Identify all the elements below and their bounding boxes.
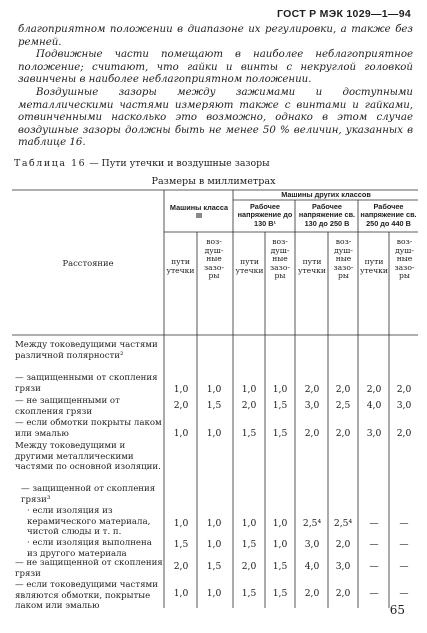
cell-value: 2,0 bbox=[335, 384, 351, 395]
subheader-clearance: воз-душ-ные зазо-ры bbox=[394, 237, 415, 281]
cell-value: 1,0 bbox=[272, 384, 288, 395]
subheader-clearance: воз-душ-ные зазо-ры bbox=[204, 237, 224, 281]
cell-value: — bbox=[369, 539, 379, 550]
cell-value: 1,5 bbox=[272, 400, 288, 411]
table-number: Таблица 16 bbox=[14, 158, 87, 169]
cell-value: 1,0 bbox=[272, 518, 288, 529]
cell-value: 1,0 bbox=[206, 539, 222, 550]
cell-value: 2,0 bbox=[304, 384, 320, 395]
cell-value: 2,0 bbox=[335, 428, 351, 439]
header-class3: Машины класса III bbox=[169, 203, 229, 221]
table-units: Размеры в миллиметрах bbox=[151, 176, 276, 187]
cell-value: 2,0 bbox=[304, 588, 320, 599]
cell-value: 3,0 bbox=[304, 400, 320, 411]
cell-value: 1,5 bbox=[272, 588, 288, 599]
paragraph-3: Воздушные зазоры между зажимами и доступными металлическими частями измеряют также с винтами и гайками, отвинченными насколько это возможно, однако в этом случае воздушные зазоры должны быть не менее 50 % величин, указанных в таблице 16. bbox=[18, 86, 413, 149]
cell-value: 3,0 bbox=[335, 561, 351, 572]
cell-value: 1,0 bbox=[206, 428, 222, 439]
paragraph-1: благоприятном положении в диапазоне их регулировки, а также без ремней. bbox=[18, 24, 413, 48]
cell-value: 1,5 bbox=[173, 539, 189, 550]
cell-value: 1,0 bbox=[173, 518, 189, 529]
cell-value: 1,5 bbox=[206, 400, 222, 411]
cell-value: 1,0 bbox=[206, 384, 222, 395]
cell-value: 2,5⁴ bbox=[333, 518, 353, 529]
cell-value: 2,0 bbox=[241, 400, 257, 411]
document-header: ГОСТ Р МЭК 1029—1—94 bbox=[277, 8, 411, 20]
cell-value: — bbox=[399, 588, 409, 599]
cell-value: 3,0 bbox=[396, 400, 412, 411]
cell-value: 2,5 bbox=[335, 400, 351, 411]
cell-value: 2,0 bbox=[396, 384, 412, 395]
cell-value: 1,5 bbox=[241, 428, 257, 439]
header-other-classes: Машины других классов bbox=[281, 190, 371, 199]
cell-value: — bbox=[399, 561, 409, 572]
cell-value: 3,0 bbox=[304, 539, 320, 550]
cell-value: 1,0 bbox=[206, 588, 222, 599]
cell-value: 1,0 bbox=[241, 384, 257, 395]
cell-value: 1,0 bbox=[241, 518, 257, 529]
cell-value: 1,5 bbox=[241, 539, 257, 550]
cell-value: 2,0 bbox=[335, 539, 351, 550]
cell-value: — bbox=[369, 518, 379, 529]
cell-value: 2,0 bbox=[335, 588, 351, 599]
cell-value: 2,0 bbox=[396, 428, 412, 439]
header-voltage-440: Рабочее напряжение св. 250 до 440 В bbox=[360, 202, 417, 228]
subheader-creepage: пути утечки bbox=[166, 257, 195, 275]
cell-value: 4,0 bbox=[304, 561, 320, 572]
cell-value: 1,5 bbox=[272, 561, 288, 572]
cell-value: 1,5 bbox=[206, 561, 222, 572]
header-distance: Расстояние bbox=[62, 258, 114, 268]
subheader-creepage: пути утечки bbox=[298, 257, 326, 275]
row-label: — защищенной от скопления грязи³ bbox=[21, 484, 156, 505]
cell-value: 2,0 bbox=[173, 561, 189, 572]
cell-value: — bbox=[369, 561, 379, 572]
row-label: — не защищенными от скопления грязи bbox=[15, 396, 120, 417]
subheader-creepage: пути утечки bbox=[360, 257, 388, 275]
cell-value: 1,0 bbox=[272, 539, 288, 550]
page-number: 65 bbox=[389, 603, 405, 617]
cell-value: 2,0 bbox=[366, 384, 382, 395]
row-label: · если изоляция из керамического материала, чистой слюды и т. п. bbox=[27, 506, 151, 538]
header-voltage-250: Рабочее напряжение св. 130 до 250 В bbox=[298, 202, 356, 228]
row-label: Между токоведущими частями различной полярности² bbox=[15, 340, 158, 361]
cell-value: — bbox=[399, 539, 409, 550]
header-voltage-130: Рабочее напряжение до 130 В¹ bbox=[237, 202, 293, 228]
cell-value: 4,0 bbox=[366, 400, 382, 411]
table-caption: — Пути утечки и воздушные зазоры bbox=[86, 158, 270, 169]
cell-value: 1,0 bbox=[173, 588, 189, 599]
cell-value: — bbox=[369, 588, 379, 599]
cell-value: — bbox=[399, 518, 409, 529]
cell-value: 1,5 bbox=[272, 428, 288, 439]
row-label: Между токоведущими и другими металлическими частями по основной изоляции. bbox=[15, 441, 161, 473]
subheader-creepage: пути утечки bbox=[235, 257, 264, 275]
cell-value: 3,0 bbox=[366, 428, 382, 439]
row-label: — не защищенной от скопления грязи bbox=[15, 558, 163, 579]
cell-value: 2,0 bbox=[304, 428, 320, 439]
row-label: · если изоляция выполнена из другого материала bbox=[27, 538, 152, 559]
paragraph-2: Подвижные части помещают в наиболее неблагоприятное положение; считают, что гайки и винты с некруглой головкой завинчены в наиболее неблагоприятном положении. bbox=[18, 49, 413, 86]
cell-value: 2,5⁴ bbox=[302, 518, 322, 529]
cell-value: 1,0 bbox=[173, 428, 189, 439]
row-label: — если токоведущими частями являются обмотки, покрытые лаком или эмалью bbox=[15, 580, 158, 612]
subheader-clearance: воз-душ-ные зазо-ры bbox=[333, 237, 354, 281]
row-label: — если обмотки покрыты лаком или эмалью bbox=[15, 418, 162, 439]
subheader-clearance: воз-душ-ные зазо-ры bbox=[270, 237, 290, 281]
cell-value: 2,0 bbox=[173, 400, 189, 411]
cell-value: 1,0 bbox=[173, 384, 189, 395]
row-label: — защищенными от скопления грязи bbox=[15, 373, 158, 394]
cell-value: 2,0 bbox=[241, 561, 257, 572]
cell-value: 1,0 bbox=[206, 518, 222, 529]
cell-value: 1,5 bbox=[241, 588, 257, 599]
